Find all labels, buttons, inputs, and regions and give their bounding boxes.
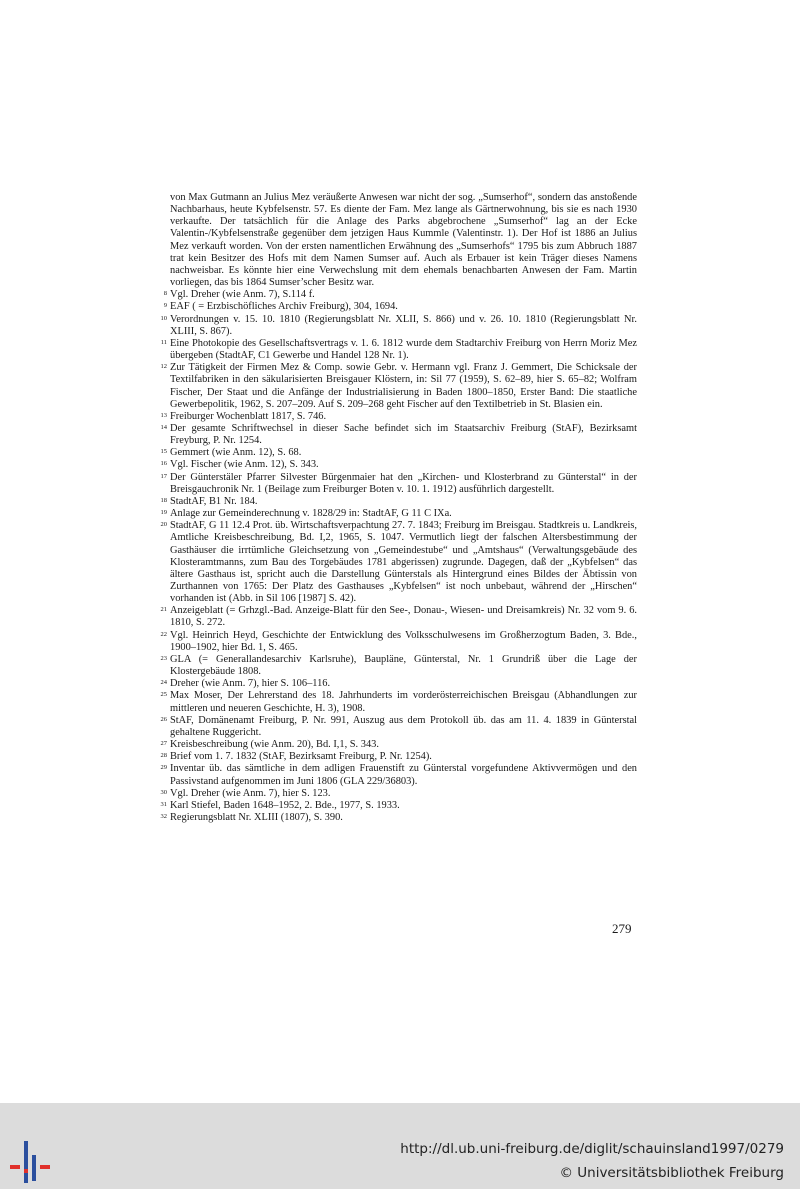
- footnote: [160, 362, 637, 411]
- footnote-number: 28: [160, 752, 167, 760]
- footnote: [160, 653, 637, 678]
- footnote-text: Freiburger Wochenblatt 1817, S. 746.: [170, 410, 327, 422]
- footnote-number: 29: [160, 764, 167, 772]
- footnote: [160, 508, 637, 520]
- footnote: [160, 459, 637, 471]
- footnote-text: Dreher (wie Anm. 7), hier S. 106–116.: [170, 678, 331, 690]
- footer-url[interactable]: http://dl.ub.uni-freiburg.de/diglit/schauinsland1997/0279: [400, 1141, 784, 1157]
- footnote-number: 23: [160, 654, 167, 662]
- footnote: [160, 422, 637, 447]
- footnote: [163, 289, 637, 301]
- footnote-number: 24: [160, 679, 167, 687]
- footnote-list: [160, 289, 637, 824]
- footnote-text: Vgl. Dreher (wie Anm. 7), hier S. 123.: [170, 787, 331, 799]
- continued-footnote-text: von Max Gutmann an Julius Mez veräußerte Anwesen war nicht der sog. „Sumserhof“, sondern das anstoßende Nachbarhaus, heute Kybfelsenstr. 57. Es diente der Fam. Mez lange als Gärtnerwohnung, bis sie es nach 1930 verkaufte. Der tatsächlich für die Anlage des Parks abgebrochene „Sumserhof“ lag an der Ecke Valentin-/Kybfelsenstraße gegenüber dem jetzigen Haus Kummle (Valentinstr. 1). Der Hof ist 1886 an Julius Mez verkauft worden. Von der ersten namentlichen Erwähnung des „Sumserhofs“ 1795 bis zum Abbruch 1887 trat kein Besitzer des Hofs mit dem Namen Sumser auf. Auch als Erbauer ist kein Träger dieses Namens nachweisbar. Es könnte hier eine Verwechslung mit dem ehemals benachbarten Anwesen der Fam. Martin vorliegen, das bis 1864 Sumser’scher Besitz war.: [170, 192, 637, 289]
- footnote-text: Karl Stiefel, Baden 1648–1952, 2. Bde., 1977, S. 1933.: [170, 799, 400, 811]
- footnote-text: Zur Tätigkeit der Firmen Mez & Comp. sowie Gebr. v. Hermann vgl. Franz J. Gemmert, Die Schicksale der Textilfabriken in den säkularisierten Breisgauer Klöstern, in: Sil 77 (1959), S. 62–89, hier S. 65–82; Wolfram Fischer, Der Staat und die Anfänge der Industrialisierung in Baden 1800–1850, Erster Band: Die staatliche Gewerbepolitik, 1962, S. 207–209. Auf S. 209–268 geht Fischer auf den Textilbetrieb in St. Blasien ein.: [170, 362, 637, 410]
- footnote: [160, 605, 637, 629]
- footnote-text: Eine Photokopie des Gesellschaftsvertrags v. 1. 6. 1812 wurde dem Stadtarchiv Freiburg von Herrn Moriz Mez übergeben (StadtAF, C1 Gewerbe und Handel 128 Nr. 1).: [170, 337, 637, 362]
- footnote-number: 31: [160, 800, 167, 808]
- footnote-text: Anzeigeblatt (= Grhzgl.-Bad. Anzeige-Blatt für den See-, Donau-, Wiesen- und Dreisamkreis) Nr. 32 vom 9. 6. 1810, S. 272.: [170, 605, 637, 629]
- footnote-text: Kreisbeschreibung (wie Anm. 20), Bd. I,1, S. 343.: [170, 739, 379, 751]
- footnote: [160, 471, 637, 496]
- footnote-text: Max Moser, Der Lehrerstand des 18. Jahrhunderts im vorderösterreichischen Breisgau (Abhandlungen zur mittleren und neueren Geschichte, H. 3), 1908.: [170, 690, 637, 714]
- footnote: [160, 739, 637, 751]
- footnote-number: 20: [160, 521, 167, 529]
- footnote: [160, 787, 637, 800]
- footnote: [160, 410, 637, 423]
- footnote: [163, 301, 637, 313]
- footnote-text: Gemmert (wie Anm. 12), S. 68.: [170, 447, 302, 459]
- footnote-text: Vgl. Heinrich Heyd, Geschichte der Entwicklung des Volksschulwesens im Großherzogtum Baden, 3. Bde., 1900–1902, hier Bd. 1, S. 465.: [170, 629, 637, 653]
- footnote-number: 15: [160, 448, 167, 456]
- footnote-text: Anlage zur Gemeinderechnung v. 1828/29 in: StadtAF, G 11 C IXa.: [170, 508, 452, 520]
- footnote-number: 25: [160, 691, 167, 699]
- footnote: [160, 337, 637, 362]
- footnote-number: 27: [160, 740, 167, 748]
- footnote: [160, 520, 637, 605]
- footnote-text: StadtAF, G 11 12.4 Prot. üb. Wirtschaftsverpachtung 27. 7. 1843; Freiburg im Breisgau. Stadtkreis u. Landkreis, Amtliche Kreisbeschreibung, Bd. I,2, 1965, S. 1047. Vermutlich liegt der falschen Altersbestimmung der Gasthäuser die irrtümliche Gleichsetzung von „Gemeindestube“ und „Amtshaus“ (Verwaltungsgebäude des Klosteramtmanns, zum Bau des Torgebäudes 1781 abgerissen) zugrunde. Dagegen, daß der „Kybfelsen“ das ältere Gasthaus ist, spricht auch die Darstellung Günterstals als Hintergrund eines Bildes der Äbtissin von Zurthannen von 1765: Der Platz des Gasthauses „Kybfelsen“ ist noch unbebaut, während der „Hirschen“ vorhanden ist (Abb. in Sil 106 [1987] S. 42).: [170, 520, 637, 605]
- footnote: [160, 447, 637, 459]
- footnote-number: 21: [160, 606, 167, 614]
- footnote: [160, 690, 637, 714]
- footnote: [160, 799, 637, 812]
- footnote-text: Der gesamte Schriftwechsel in dieser Sache befindet sich im Staatsarchiv Freiburg (StAF), Bezirksamt Freyburg, P. Nr. 1254.: [170, 422, 637, 447]
- footnote: [160, 678, 637, 690]
- footnote-number: 30: [160, 788, 167, 796]
- footnote-number: 32: [160, 812, 167, 820]
- footnote: [160, 763, 637, 787]
- footnote: [160, 629, 637, 654]
- footnote-number: 14: [160, 423, 167, 431]
- footnote-number: 18: [160, 496, 167, 504]
- footnote-text: Vgl. Fischer (wie Anm. 12), S. 343.: [170, 459, 319, 471]
- footnote-number: 8: [163, 290, 167, 298]
- footnote-number: 9: [163, 302, 167, 310]
- footnote: [160, 751, 637, 763]
- footnote-number: 12: [160, 363, 167, 371]
- page-number: 279: [612, 921, 632, 936]
- footnote-number: 10: [160, 314, 167, 322]
- footnote-number: 17: [160, 472, 167, 480]
- footnote-number: 16: [160, 460, 167, 468]
- footnote-text: EAF ( = Erzbischöfliches Archiv Freiburg), 304, 1694.: [170, 301, 398, 313]
- footnote-number: 26: [160, 715, 167, 723]
- footnote-number: 13: [160, 411, 167, 419]
- footnote-text: GLA (= Generallandesarchiv Karlsruhe), Baupläne, Günterstal, Nr. 1 Grundriß über die Lage der Klostergebäude 1808.: [170, 653, 637, 678]
- footnote-number: 22: [160, 630, 167, 638]
- footnote-number: 11: [160, 338, 167, 346]
- footer-copyright: © Universitätsbibliothek Freiburg: [559, 1165, 784, 1181]
- ub-freiburg-logo-icon: [8, 1139, 52, 1183]
- footnote-text: Regierungsblatt Nr. XLIII (1807), S. 390.: [170, 811, 343, 823]
- footnote-text: StadtAF, B1 Nr. 184.: [170, 495, 258, 507]
- footnote-number: 19: [160, 509, 167, 517]
- footnote: [160, 313, 637, 338]
- footnote: [160, 714, 637, 739]
- footnote-text: Verordnungen v. 15. 10. 1810 (Regierungsblatt Nr. XLII, S. 866) und v. 26. 10. 1810 (Regierungsblatt Nr. XLIII, S. 867).: [170, 313, 637, 337]
- footnote: [160, 811, 637, 824]
- footnotes-block: [160, 192, 637, 824]
- footnote-text: Inventar üb. das sämtliche in dem adligen Frauenstift zu Günterstal vorgefundene Aktivvermögen und den Passivstand aufgenommen im Juni 1806 (GLA 229/36803).: [170, 763, 637, 787]
- footnote-text: Vgl. Dreher (wie Anm. 7), S.114 f.: [170, 289, 315, 301]
- footer-bar: [0, 1103, 800, 1189]
- footnote: [160, 495, 637, 508]
- footnote-text: StAF, Domänenamt Freiburg, P. Nr. 991, Auszug aus dem Protokoll üb. das am 11. 4. 1839 in Günterstal gehaltene Ruggericht.: [170, 714, 637, 738]
- footnote-text: Brief vom 1. 7. 1832 (StAF, Bezirksamt Freiburg, P. Nr. 1254).: [170, 751, 432, 763]
- footnote-text: Der Günterstäler Pfarrer Silvester Bürgenmaier hat den „Kirchen- und Klosterbrand zu Günterstal“ in der Breisgauchronik Nr. 1 (Beilage zum Freiburger Boten v. 10. 1. 1912) ausführlich dargestellt.: [170, 471, 637, 495]
